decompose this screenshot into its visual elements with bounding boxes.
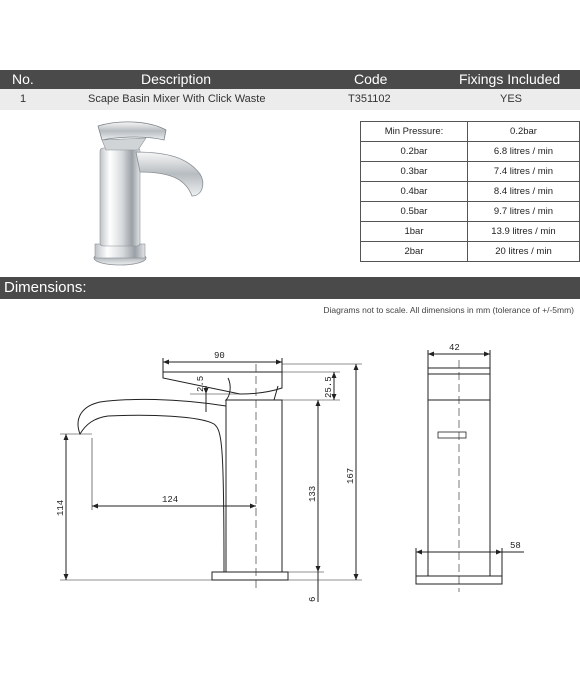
header-fixings: Fixings Included	[459, 71, 561, 87]
pressure-cell: 0.5bar	[361, 202, 468, 222]
dimensions-header	[0, 277, 580, 299]
pressure-cell: 0.2bar	[361, 142, 468, 162]
pressure-cell: Min Pressure:	[361, 122, 468, 142]
product-description: Scape Basin Mixer With Click Waste	[88, 93, 266, 105]
dim-label-124: 124	[162, 495, 179, 505]
dim-label-58: 58	[510, 541, 521, 551]
flow-cell: 7.4 litres / min	[468, 162, 580, 182]
technical-drawing	[0, 320, 580, 620]
side-spout-outline	[78, 399, 226, 572]
pressure-table	[360, 121, 580, 262]
product-fixings: YES	[500, 93, 523, 105]
side-handle-outline	[163, 372, 282, 394]
table-row	[361, 162, 580, 182]
flow-cell: 20 litres / min	[468, 242, 580, 262]
flow-cell: 0.2bar	[468, 122, 580, 142]
flow-cell: 8.4 litres / min	[468, 182, 580, 202]
product-image	[88, 116, 218, 271]
table-row	[361, 142, 580, 162]
header-description: Description	[141, 71, 212, 87]
pressure-cell: 2bar	[361, 242, 468, 262]
dim-label-167: 167	[346, 467, 356, 484]
pressure-cell: 0.3bar	[361, 162, 468, 182]
table-header	[0, 70, 580, 89]
flow-cell: 13.9 litres / min	[468, 222, 580, 242]
dimensions-title: Dimensions:	[4, 279, 87, 296]
table-row	[361, 202, 580, 222]
dim-label-42: 42	[449, 343, 460, 353]
dim-label-6: 6	[308, 596, 318, 602]
pressure-cell: 0.4bar	[361, 182, 468, 202]
dimensions-note: Diagrams not to scale. All dimensions in mm (tolerance of +/-5mm)	[323, 305, 574, 315]
dim-label-2-5: 2.5	[196, 375, 206, 392]
side-base-outline	[212, 572, 288, 580]
product-no: 1	[20, 93, 27, 105]
header-code: Code	[354, 71, 388, 87]
product-code: T351102	[348, 93, 391, 105]
dim-label-114: 114	[56, 499, 66, 516]
table-row	[361, 222, 580, 242]
aerator-grille	[438, 432, 466, 438]
dim-label-90: 90	[214, 351, 225, 361]
side-handle-neck	[226, 378, 278, 400]
table-row	[361, 182, 580, 202]
product-row	[0, 89, 580, 110]
flow-cell: 6.8 litres / min	[468, 142, 580, 162]
dim-label-25-5: 25.5	[324, 376, 334, 398]
pressure-cell: 1bar	[361, 222, 468, 242]
flow-cell: 9.7 litres / min	[468, 202, 580, 222]
side-body-outline	[226, 400, 282, 572]
table-row	[361, 242, 580, 262]
header-no: No.	[12, 71, 34, 87]
table-row	[361, 122, 580, 142]
dim-label-133: 133	[308, 485, 318, 502]
